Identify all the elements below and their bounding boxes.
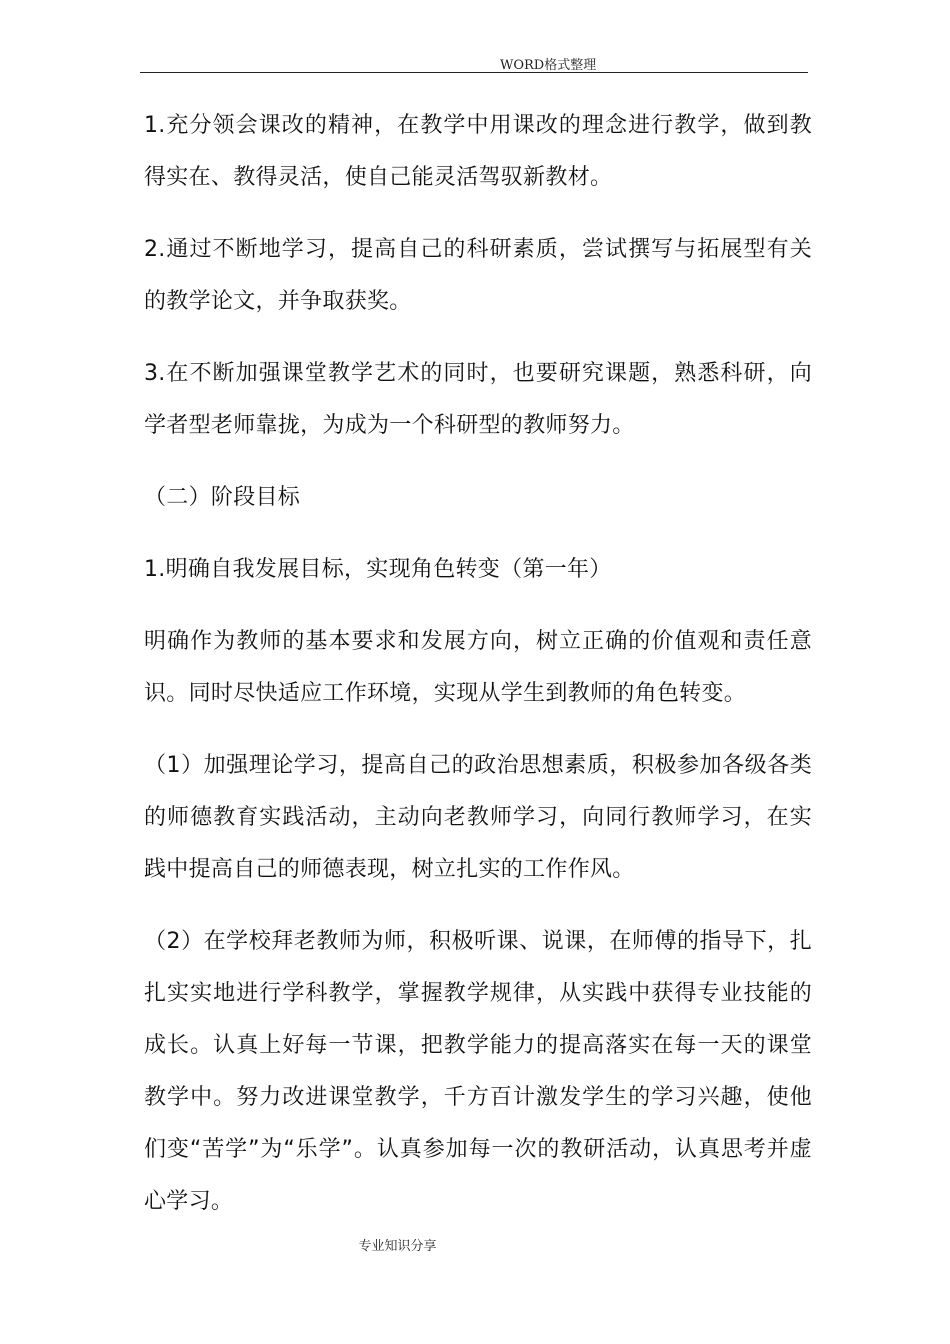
section-heading-stage-goals: （二）阶段目标 <box>144 485 301 510</box>
page-footer: 专业知识分享 <box>358 1239 437 1254</box>
paragraph-role-change: 明确作为教师的基本要求和发展方向，树立正确的价值观和责任意识。同时尽快适应工作环境，实现从学生到教师的角色转变。 <box>144 629 812 706</box>
page-header <box>140 56 808 73</box>
paragraph-goal-2: 2.通过不断地学习，提高自己的科研素质，尝试撰写与拓展型有关的教学论文，并争取获奖。 <box>144 237 812 314</box>
paragraph-item-2: （2）在学校拜老教师为师，积极听课、说课，在师傅的指导下，扎扎实实地进行学科教学，掌握教学规律，从实践中获得专业技能的成长。认真上好每一节课，把教学能力的提高落实在每一天的课堂教学中。努力改进课堂教学，千方百计激发学生的学习兴趣，使他们变“苦学”为“乐学”。认真参加每一次的教研活动，认真思考并虚心学习。 <box>144 929 812 1214</box>
document-body <box>144 100 812 1248</box>
subheading-year-one: 1.明确自我发展目标，实现角色转变（第一年） <box>144 557 612 582</box>
header-text: WORD格式整理 <box>500 58 597 73</box>
paragraph-goal-3: 3.在不断加强课堂教学艺术的同时，也要研究课题，熟悉科研，向学者型老师靠拢，为成为一个科研型的教师努力。 <box>144 361 812 438</box>
paragraph-goal-1: 1.充分领会课改的精神，在教学中用课改的理念进行教学，做到教得实在、教得灵活，使自己能灵活驾驭新教材。 <box>144 113 812 190</box>
paragraph-item-1: （1）加强理论学习，提高自己的政治思想素质，积极参加各级各类的师德教育实践活动，主动向老教师学习，向同行教师学习，在实践中提高自己的师德表现，树立扎实的工作作风。 <box>144 753 812 882</box>
